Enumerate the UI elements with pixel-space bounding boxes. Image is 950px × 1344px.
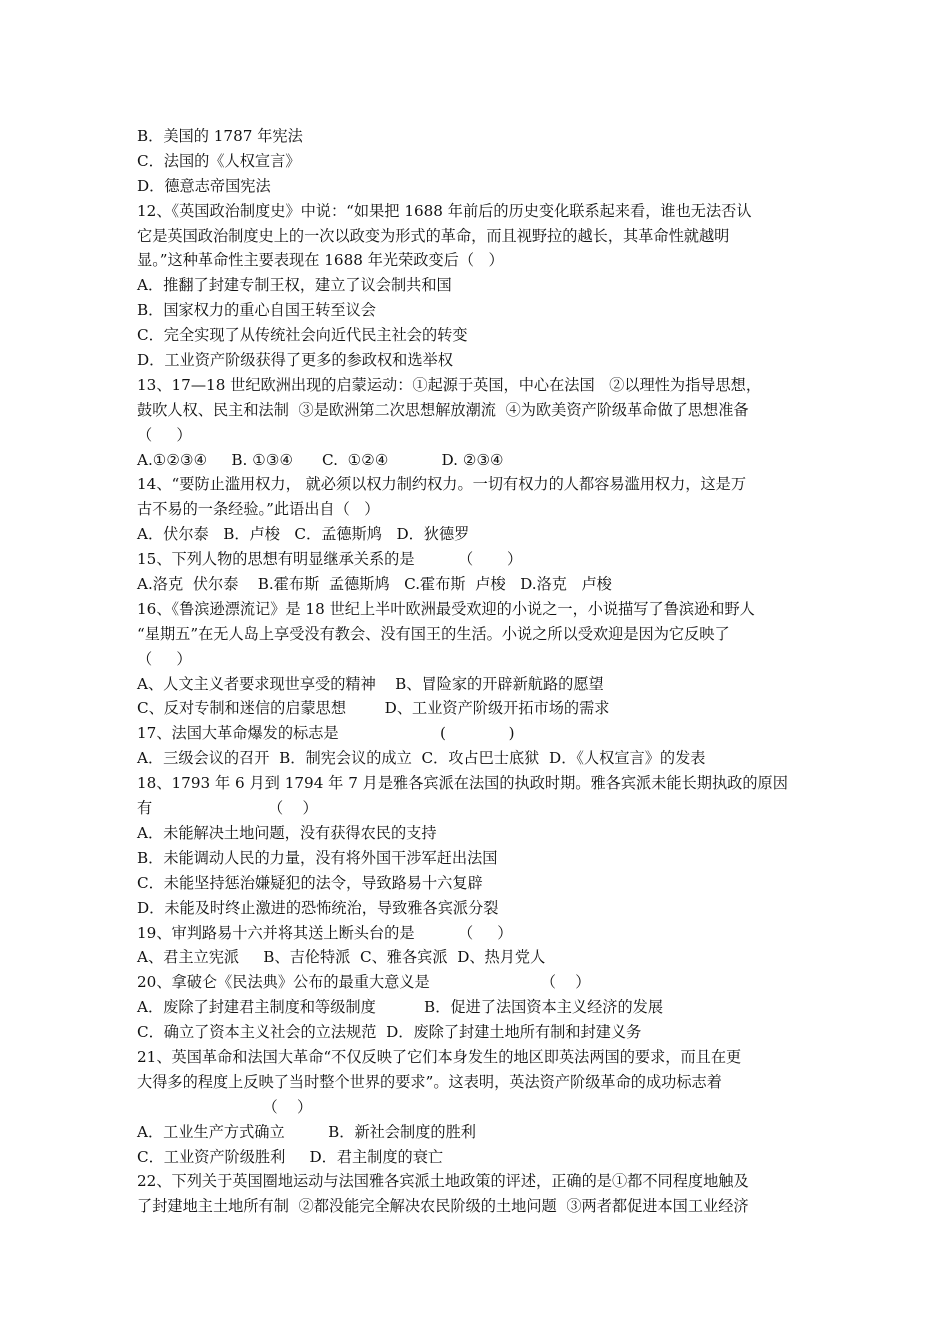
text-line: 古不易的一条经验。”此语出自（ ） xyxy=(137,500,380,519)
text-line: 16、《鲁滨逊漂流记》是 18 世纪上半叶欧洲最受欢迎的小说之一，小说描写了鲁滨逊和野人 xyxy=(137,599,755,618)
text-line: 14、“要防止滥用权力， 就必须以权力制约权力。一切有权力的人都容易滥用权力，这是万 xyxy=(137,475,747,494)
document-page xyxy=(137,124,827,1219)
text-line: 19、审判路易十六并将其送上断头台的是 （ ） xyxy=(137,923,513,942)
text-line: C．完全实现了从传统社会向近代民主社会的转变 xyxy=(137,326,468,345)
text-line: B．国家权力的重心自国王转至议会 xyxy=(137,301,376,320)
text-line: （ ） xyxy=(137,425,192,444)
text-line: 17、法国大革命爆发的标志是 ( ) xyxy=(137,724,515,743)
text-line: “星期五”在无人岛上享受没有教会、没有国王的生活。小说之所以受欢迎是因为它反映了 xyxy=(137,624,730,643)
text-line: （ ） xyxy=(137,649,192,668)
text-line: 20、拿破仑《民法典》公布的最重大意义是 （ ） xyxy=(137,973,591,992)
text-line: A．工业生产方式确立 B．新社会制度的胜利 xyxy=(137,1122,476,1141)
text-line: 13、17—18 世纪欧洲出现的启蒙运动：①起源于英国，中心在法国 ②以理性为指导思想， xyxy=(137,375,762,394)
text-line: A．废除了封建君主制度和等级制度 B．促进了法国资本主义经济的发展 xyxy=(137,998,664,1017)
text-line: C．法国的《人权宣言》 xyxy=(137,151,301,170)
text-line: 鼓吹人权、民主和法制 ③是欧洲第二次思想解放潮流 ④为欧美资产阶级革命做了思想准备 xyxy=(137,400,749,419)
text-line: A．推翻了封建专制王权，建立了议会制共和国 xyxy=(137,276,452,295)
text-line: 22、下列关于英国圈地运动与法国雅各宾派土地政策的评述，正确的是①都不同程度地触及 xyxy=(137,1172,749,1191)
text-line: 显。”这种革命性主要表现在 1688 年光荣政变后（ ） xyxy=(137,251,504,270)
text-line: 21、英国革命和法国大革命“不仅反映了它们本身发生的地区即英法两国的要求，而且在更 xyxy=(137,1047,742,1066)
text-line: 大得多的程度上反映了当时整个世界的要求”。这表明，英法资产阶级革命的成功标志着 xyxy=(137,1072,722,1091)
text-line: B．未能调动人民的力量，没有将外国干涉军赶出法国 xyxy=(137,848,498,867)
text-line: A、君主立宪派 B、吉伦特派 C、雅各宾派 D、热月党人 xyxy=(137,948,546,967)
text-line: C．确立了资本主义社会的立法规范 D．废除了封建土地所有制和封建义务 xyxy=(137,1023,642,1042)
text-line: D．工业资产阶级获得了更多的参政权和选举权 xyxy=(137,351,453,370)
text-line: A.洛克 伏尔泰 B.霍布斯 孟德斯鸠 C.霍布斯 卢梭 D.洛克 卢梭 xyxy=(137,575,612,594)
text-line: 18、1793 年 6 月到 1794 年 7 月是雅各宾派在法国的执政时期。雅各宾派未能长期执政的原因 xyxy=(137,774,788,793)
text-line: B．美国的 1787 年宪法 xyxy=(137,127,303,145)
text-line: A．三级会议的召开 B．制宪会议的成立 C．攻占巴士底狱 D．《人权宣言》的发表 xyxy=(137,749,706,768)
text-line: A．伏尔泰 B．卢梭 C．孟德斯鸠 D．狄德罗 xyxy=(137,525,470,544)
text-line: C、反对专制和迷信的启蒙思想 D、工业资产阶级开拓市场的需求 xyxy=(137,699,610,718)
text-line: A．未能解决土地问题，没有获得农民的支持 xyxy=(137,823,437,842)
text-line: A.①②③④ B. ①③④ C. ①②④ D. ②③④ xyxy=(137,450,504,469)
text-line: D．德意志帝国宪法 xyxy=(137,176,271,195)
text-line: （ ） xyxy=(137,1097,313,1116)
text-line: C．未能坚持惩治嫌疑犯的法令，导致路易十六复辟 xyxy=(137,873,483,892)
text-line: 12、《英国政治制度史》中说：“如果把 1688 年前后的历史变化联系起来看，谁也无法否认 xyxy=(137,201,752,220)
text-line: C．工业资产阶级胜利 D．君主制度的衰亡 xyxy=(137,1147,444,1166)
text-line: 15、下列人物的思想有明显继承关系的是 （ ） xyxy=(137,550,523,569)
text-line: D．未能及时终止激进的恐怖统治，导致雅各宾派分裂 xyxy=(137,898,499,917)
text-line: 它是英国政治制度史上的一次以政变为形式的革命，而且视野拉的越长，其革命性就越明 xyxy=(137,226,730,245)
text-line: A、人文主义者要求现世享受的精神 B、冒险家的开辟新航路的愿望 xyxy=(137,674,604,693)
text-line: 有 （ ） xyxy=(137,799,318,818)
text-line: 了封建地主土地所有制 ②都没能完全解决农民阶级的土地问题 ③两者都促进本国工业经济 xyxy=(137,1197,749,1216)
